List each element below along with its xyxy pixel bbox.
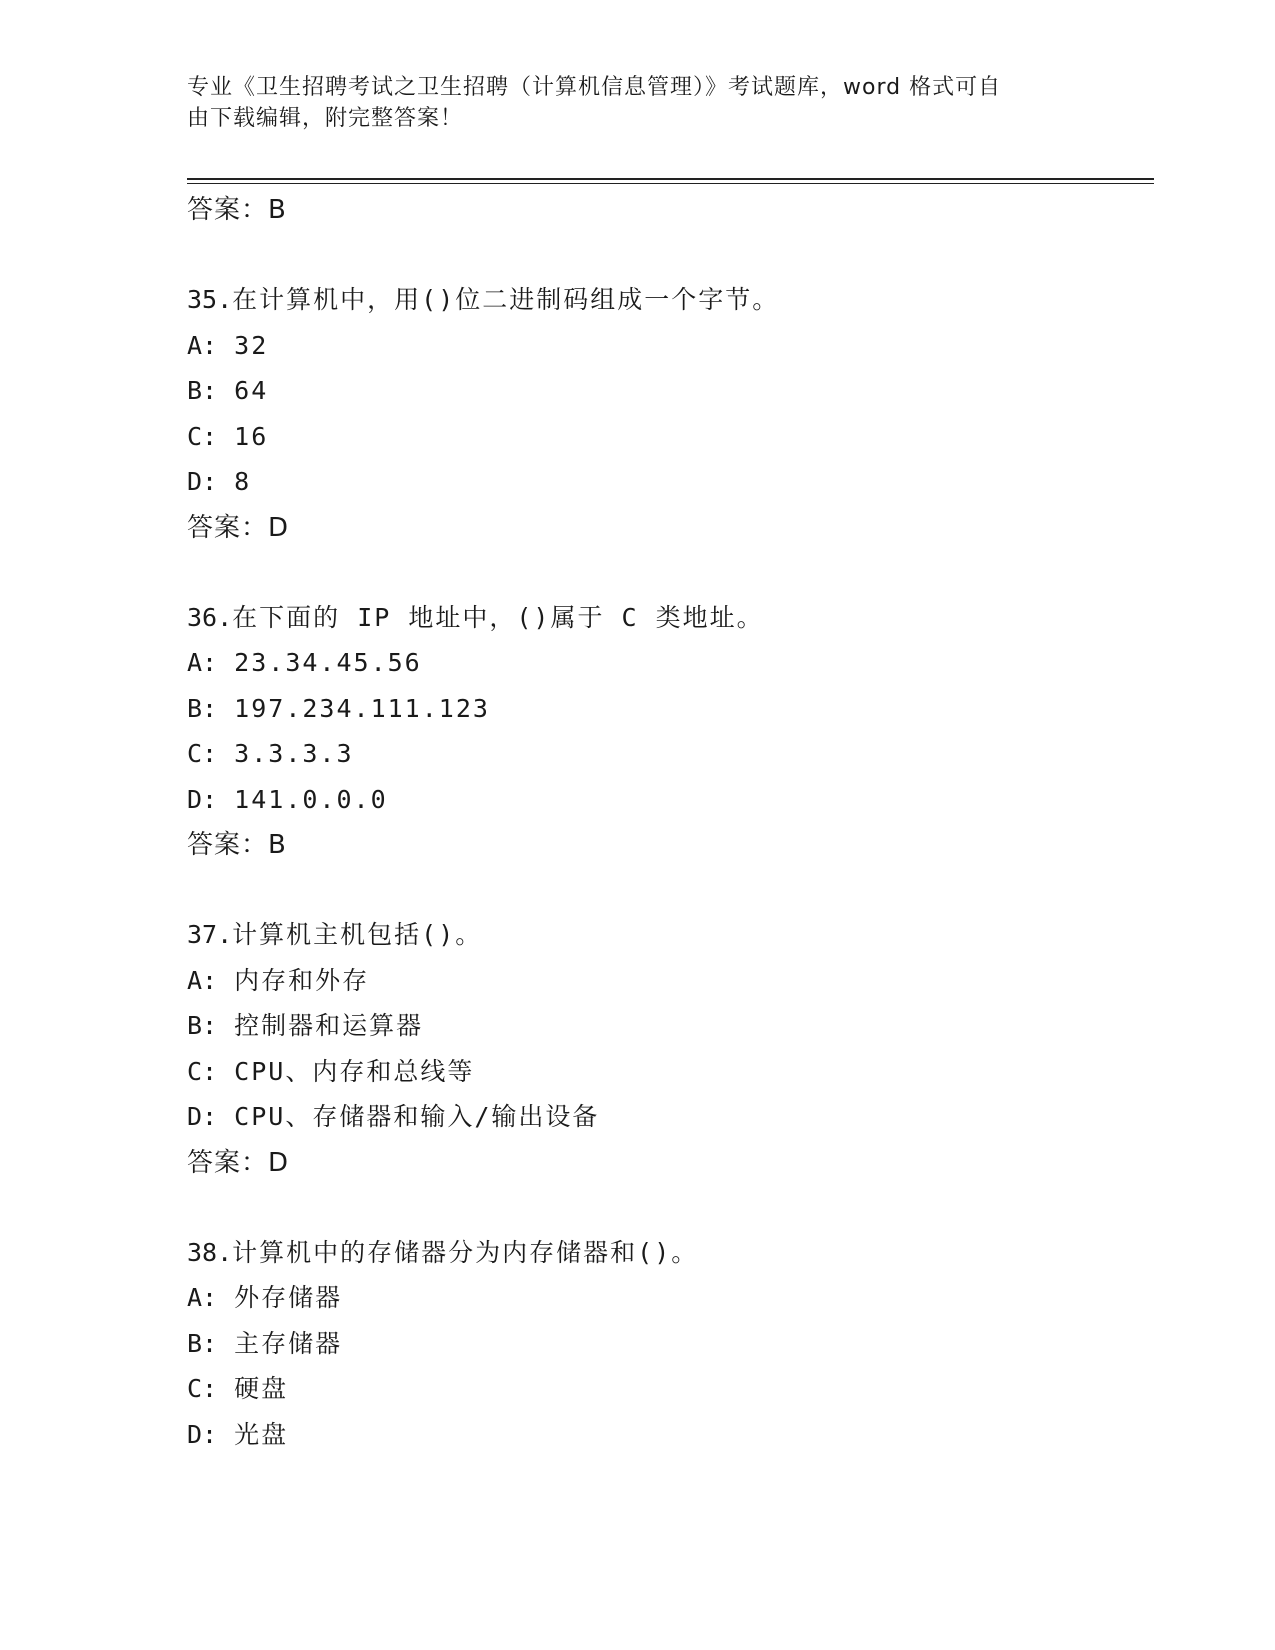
answer-line: 答案：B (187, 830, 287, 860)
option-b (187, 1003, 1154, 1049)
previous-answer: 答案：B (187, 195, 287, 225)
option-letter: B: (187, 1328, 218, 1358)
option-text: 3.3.3.3 (234, 739, 354, 768)
option-a (187, 958, 1154, 1004)
option-b (187, 686, 1154, 732)
option-b (187, 368, 1154, 414)
option-d (187, 1094, 1154, 1140)
answer-line: 答案：D (187, 512, 290, 543)
header-line-1: 专业《卫生招聘考试之卫生招聘（计算机信息管理）》考试题库，word 格式可自 (187, 75, 1002, 100)
option-a (187, 1275, 1154, 1321)
option-letter: D: (187, 1419, 218, 1449)
option-text: CPU、内存和总线等 (234, 1056, 475, 1086)
option-c (187, 1366, 1154, 1412)
question-number: 37. (187, 920, 233, 949)
option-letter: A: (187, 648, 218, 677)
option-letter: D: (187, 784, 218, 814)
document-header (187, 72, 1067, 134)
question-list (187, 187, 1154, 1457)
option-text: 硬盘 (234, 1374, 289, 1403)
option-text: 8 (234, 467, 252, 496)
question-text (187, 912, 1154, 958)
question-stem: 在计算机中，用()位二进制码组成一个字节。 (232, 285, 780, 314)
option-a (187, 323, 1154, 369)
header-divider-thin (187, 183, 1154, 184)
option-letter: B: (187, 1011, 218, 1040)
option-text: CPU、存储器和输入/输出设备 (234, 1102, 600, 1131)
question-text (187, 1230, 1154, 1276)
option-letter: D: (187, 1102, 218, 1131)
option-text: 32 (234, 330, 269, 360)
question-text (187, 277, 1154, 323)
option-d (187, 459, 1154, 505)
question-text (187, 595, 1154, 641)
option-b (187, 1321, 1154, 1367)
option-text: 16 (234, 421, 269, 451)
option-d (187, 777, 1154, 823)
option-c (187, 414, 1154, 460)
option-letter: C: (187, 1374, 218, 1403)
question-number: 35. (187, 285, 233, 314)
question-number: 38. (187, 1237, 233, 1267)
option-letter: A: (187, 1283, 218, 1312)
question-stem: 在下面的 IP 地址中，()属于 C 类地址。 (232, 602, 764, 632)
question-35 (187, 277, 1154, 551)
option-text: 主存储器 (234, 1328, 343, 1358)
option-letter: B: (187, 693, 218, 723)
option-letter: B: (187, 376, 218, 405)
option-text: 外存储器 (234, 1283, 343, 1312)
option-text: 23.34.45.56 (234, 648, 422, 677)
question-37 (187, 912, 1154, 1186)
option-text: 64 (234, 376, 269, 405)
question-stem: 计算机主机包括()。 (232, 920, 483, 949)
option-letter: A: (187, 330, 218, 360)
answer-line: 答案：D (187, 1147, 290, 1178)
question-38 (187, 1230, 1154, 1458)
option-d (187, 1412, 1154, 1458)
header-line-2: 由下载编辑，附完整答案！ (187, 106, 464, 131)
question-36 (187, 595, 1154, 869)
option-letter: D: (187, 467, 218, 496)
option-text: 内存和外存 (234, 965, 370, 995)
option-a (187, 640, 1154, 686)
option-letter: A: (187, 965, 218, 995)
option-text: 197.234.111.123 (234, 693, 490, 723)
question-stem: 计算机中的存储器分为内存储器和()。 (232, 1237, 699, 1267)
option-text: 141.0.0.0 (234, 784, 388, 814)
header-divider-thick (187, 178, 1154, 180)
question-number: 36. (187, 602, 233, 632)
option-c (187, 731, 1154, 777)
option-text: 光盘 (234, 1419, 289, 1449)
option-c (187, 1049, 1154, 1095)
option-text: 控制器和运算器 (234, 1011, 424, 1040)
option-letter: C: (187, 1056, 218, 1086)
option-letter: C: (187, 421, 218, 451)
option-letter: C: (187, 739, 218, 768)
